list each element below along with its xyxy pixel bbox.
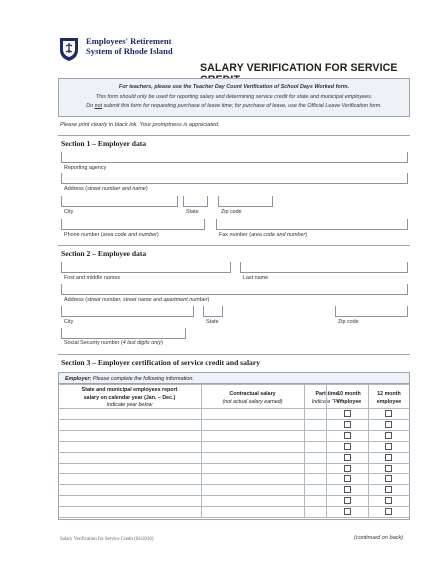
divider	[58, 135, 410, 136]
employee-city-label: City	[64, 319, 74, 325]
table-row-line	[58, 484, 410, 485]
table-column-line	[368, 384, 369, 517]
table-row-line	[58, 495, 410, 496]
footer-form-id: Salary Verification for Service Credit (04/2016)	[60, 537, 154, 542]
ten-month-checkbox[interactable]	[344, 454, 351, 461]
twelve-month-checkbox[interactable]	[385, 421, 392, 428]
table-column-line	[201, 384, 202, 517]
page-title: SALARY VERIFICATION FOR SERVICE	[200, 62, 398, 74]
ten-month-checkbox[interactable]	[344, 410, 351, 417]
divider	[58, 354, 410, 355]
twelve-month-checkbox[interactable]	[385, 497, 392, 504]
col-12month-header: 12 month employee	[376, 391, 402, 405]
ssn-field[interactable]	[61, 328, 186, 339]
twelve-month-checkbox[interactable]	[385, 410, 392, 417]
last-name-field[interactable]	[240, 262, 408, 273]
twelve-month-checkbox[interactable]	[385, 465, 392, 472]
footer-continued: (continued on back)	[354, 535, 404, 541]
employer-city-field[interactable]	[61, 196, 178, 207]
employer-city-label: City	[64, 209, 74, 215]
twelve-month-checkbox[interactable]	[385, 454, 392, 461]
section-2-heading: Section 2 – Employee data	[61, 249, 147, 258]
twelve-month-checkbox[interactable]	[385, 443, 392, 450]
employer-zip-field[interactable]	[218, 196, 273, 207]
org-line-2: System of Rhode Island	[86, 46, 173, 56]
table-row-line	[58, 463, 410, 464]
organization-name	[86, 36, 173, 56]
employee-state-label: State	[206, 319, 219, 325]
notice-line-1: For teachers, please use the Teacher Day Count Verification of School Days Worked form.	[118, 84, 350, 90]
employer-fax-field[interactable]	[216, 219, 408, 230]
employee-state-field[interactable]	[203, 306, 223, 317]
reporting-agency-label: Reporting agency	[64, 165, 107, 171]
employer-address-label: Address (street number and name)	[64, 186, 148, 192]
employer-phone-label: Phone number (area code and number)	[64, 232, 159, 238]
col-parttime-header: Part-time Indicate "PT"	[311, 391, 343, 405]
first-middle-name-label: First and middle names	[64, 275, 121, 281]
reporting-agency-field[interactable]	[61, 152, 408, 163]
first-middle-name-field[interactable]	[61, 262, 231, 273]
table-row-line	[58, 452, 410, 453]
table-row-line	[58, 473, 410, 474]
table-column-line	[326, 384, 327, 517]
employer-state-field[interactable]	[183, 196, 208, 207]
ten-month-checkbox[interactable]	[344, 497, 351, 504]
section-3-heading: Section 3 – Employer certification of service credit and salary	[61, 358, 261, 367]
ten-month-checkbox[interactable]	[344, 508, 351, 515]
table-row-line	[58, 506, 410, 507]
ten-month-checkbox[interactable]	[344, 443, 351, 450]
ssn-label: Social Security number (4 last digits only)	[64, 340, 163, 346]
table-row-line	[58, 408, 410, 409]
twelve-month-checkbox[interactable]	[385, 432, 392, 439]
ten-month-checkbox[interactable]	[344, 475, 351, 482]
table-header-line	[58, 384, 410, 385]
employer-instruction: Employer: Please complete the following information.	[58, 372, 410, 384]
section-1-heading: Section 1 – Employer data	[61, 139, 147, 148]
divider	[58, 245, 410, 246]
notice-line-2: This form should only be used for reporting salary and determining service credit for state and municipal employees.	[95, 93, 373, 100]
ten-month-checkbox[interactable]	[344, 486, 351, 493]
col-10month-header: 10 month employee	[336, 391, 362, 405]
print-note: Please print clearly in black ink. Your promptness is appreciated.	[60, 122, 220, 128]
employer-address-field[interactable]	[61, 173, 408, 184]
table-row-line	[58, 517, 410, 518]
table-column-line	[304, 384, 305, 517]
ten-month-checkbox[interactable]	[344, 432, 351, 439]
employee-zip-field[interactable]	[335, 306, 408, 317]
employee-address-field[interactable]	[61, 284, 408, 295]
table-row-line	[58, 419, 410, 420]
employer-fax-label: Fax number (area code and number)	[219, 232, 308, 238]
col-year-header: State and municipal employees report salary on calendar year (Jan. – Dec.) Indicate year below	[81, 387, 178, 409]
twelve-month-checkbox[interactable]	[385, 486, 392, 493]
state-seal-icon	[58, 36, 80, 62]
ten-month-checkbox[interactable]	[344, 465, 351, 472]
twelve-month-checkbox[interactable]	[385, 475, 392, 482]
employee-zip-label: Zip code	[338, 319, 359, 325]
table-row-line	[58, 430, 410, 431]
employer-phone-field[interactable]	[61, 219, 205, 230]
table-row-line	[58, 441, 410, 442]
employee-city-field[interactable]	[61, 306, 194, 317]
employer-zip-label: Zip code	[221, 209, 242, 215]
last-name-label: Last name	[243, 275, 269, 281]
org-line-1: Employees' Retirement	[86, 36, 172, 46]
notice-box	[58, 78, 410, 117]
twelve-month-checkbox[interactable]	[385, 508, 392, 515]
col-salary-header: Contractual salary (not actual salary earned)	[222, 391, 283, 405]
employee-address-label: Address (street number, street name and apartment number)	[64, 297, 210, 303]
employer-state-label: State	[186, 209, 199, 215]
ten-month-checkbox[interactable]	[344, 421, 351, 428]
notice-line-3: Do not submit this form for requesting purchase of leave time; for purchase of leave, use the Official Leave Verification form.	[86, 103, 382, 110]
